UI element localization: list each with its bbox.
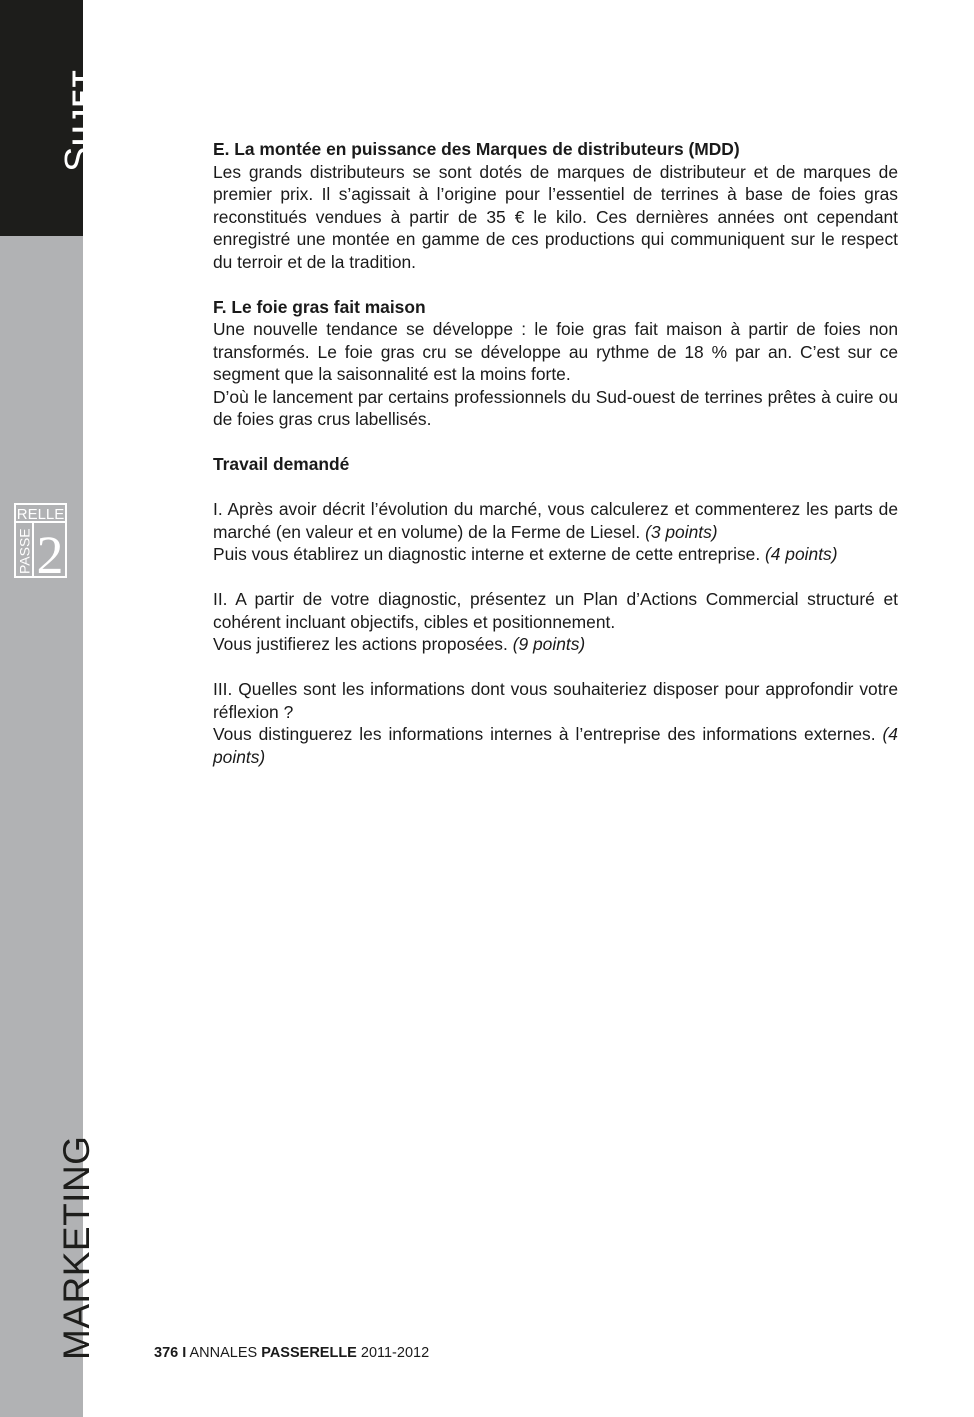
logo-side-text: PASSE	[16, 528, 33, 574]
section-e-heading: E. La montée en puissance des Marques de distributeurs (MDD)	[213, 139, 740, 159]
footer-brand: PASSERELLE	[261, 1345, 357, 1361]
footer-annales: ANNALES	[189, 1345, 258, 1361]
subject-label: MARKETING	[56, 1135, 97, 1360]
page-content	[213, 138, 898, 768]
page-number: 376	[154, 1345, 179, 1361]
logo-top-text: RELLE	[16, 506, 65, 523]
question-3b-points: (4 points)	[213, 724, 898, 767]
passerelle-2-logo	[14, 503, 67, 578]
section-f-heading: F. Le foie gras fait maison	[213, 296, 426, 317]
page-footer	[154, 1345, 429, 1361]
question-1b-text: Puis vous établirez un diagnostic interne et externe de cette entreprise.	[213, 544, 761, 564]
section-label	[60, 69, 98, 172]
footer-separator: I	[182, 1345, 187, 1361]
sidebar-header-block	[0, 0, 100, 236]
logo-number: 2	[36, 525, 64, 578]
question-1	[213, 498, 898, 543]
section-f-body-1: Une nouvelle tendance se développe : le foie gras fait maison à partir de foies non transformés. Le foie gras cru se développe au rythme de 18 % par an. C’est sur ce segment que la saisonnalité est la moins forte.	[213, 319, 898, 384]
question-2b-text: Vous justifierez les actions proposées.	[213, 634, 508, 654]
question-2b	[213, 633, 898, 656]
footer-year: 2011-2012	[360, 1345, 430, 1361]
question-3b	[213, 723, 898, 768]
question-1b-points: (4 points)	[765, 544, 838, 564]
question-3b-text: Vous distinguerez les informations internes à l’entreprise des informations externes.	[213, 724, 876, 744]
question-1-text: I. Après avoir décrit l’évolution du marché, vous calculerez et commenterez les parts de marché (en valeur et en volume) de la Ferme de Liesel.	[213, 499, 898, 542]
travail-heading: Travail demandé	[213, 454, 350, 474]
section-f-body-2: D’où le lancement par certains professionnels du Sud-ouest de terrines prêtes à cuire ou de foies gras crus labellisés.	[213, 386, 898, 429]
question-3: III. Quelles sont les informations dont vous souhaiteriez disposer pour approfondir votre réflexion ?	[213, 679, 898, 722]
sidebar	[0, 0, 100, 1417]
question-1-points: (3 points)	[645, 521, 718, 542]
question-2: II. A partir de votre diagnostic, présentez un Plan d’Actions Commercial structuré et cohérent incluant objectifs, cibles et positionnement.	[213, 589, 898, 632]
section-label-rest: UJET	[67, 68, 97, 146]
question-1b	[213, 543, 898, 566]
question-2b-points: (9 points)	[512, 634, 586, 654]
section-e-body: Les grands distributeurs se sont dotés de marques de distributeur et de marques de premier prix. Il s’agissait à l’origine pour l’essentiel de terrines à base de foies gras reconstitués vendues à partir de 35 € le kilo. Ces dernières années ont cependant enregistré une montée en gamme de ces productions qui communiquent sur le respect du terroir et de la tradition.	[213, 161, 898, 272]
section-label-cap: S	[58, 145, 100, 172]
